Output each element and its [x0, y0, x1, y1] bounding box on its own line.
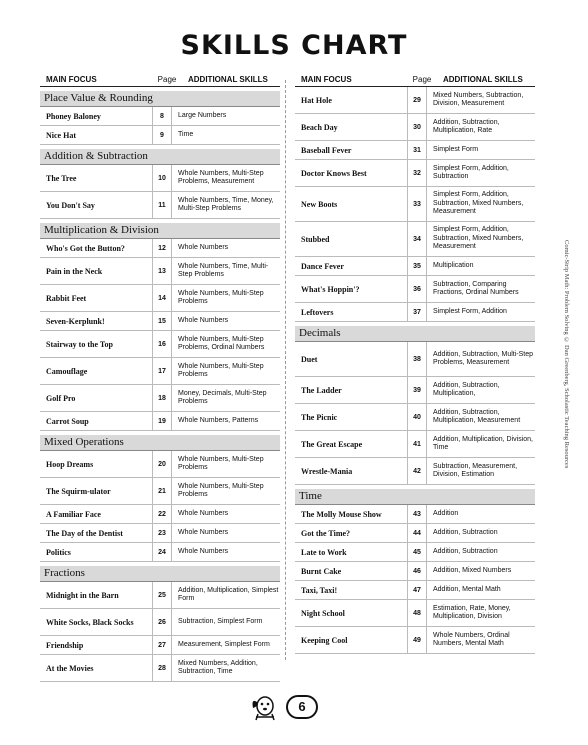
row-title: Leftovers	[301, 307, 334, 317]
table-row	[40, 165, 280, 192]
table-row	[295, 377, 535, 404]
row-title: Who's Got the Button?	[46, 243, 125, 253]
table-row	[40, 331, 280, 358]
table-row	[295, 458, 535, 485]
table-row	[295, 524, 535, 543]
row-title: At the Movies	[46, 663, 94, 673]
row-page: 36	[407, 276, 427, 302]
table-row	[40, 385, 280, 412]
row-title: Night School	[301, 608, 345, 618]
row-title: A Familiar Face	[46, 509, 101, 519]
row-title: Politics	[46, 547, 71, 557]
row-skills: Whole Numbers, Multi-Step Problems, Ordinal Numbers	[178, 335, 265, 351]
right-table	[295, 87, 535, 654]
column-header	[40, 70, 280, 87]
row-skills: Addition, Subtraction, Multiplication, Rate	[433, 118, 500, 134]
row-skills: Mixed Numbers, Addition, Subtraction, Time	[178, 659, 258, 675]
table-row	[295, 431, 535, 458]
header-main-focus: MAIN FOCUS	[301, 75, 352, 84]
row-title: White Socks, Black Socks	[46, 617, 134, 627]
table-row	[40, 285, 280, 312]
row-skills: Whole Numbers	[178, 509, 229, 517]
row-skills: Money, Decimals, Multi-Step Problems	[178, 389, 267, 405]
table-row	[40, 543, 280, 562]
row-title: Rabbit Feet	[46, 293, 87, 303]
row-page: 26	[152, 609, 172, 635]
table-row	[40, 609, 280, 636]
row-page: 38	[407, 342, 427, 376]
row-skills: Whole Numbers, Multi-Step Problems, Measurement	[178, 169, 264, 185]
row-page: 15	[152, 312, 172, 330]
row-title: Beach Day	[301, 122, 338, 132]
page-footer	[248, 692, 318, 722]
section-header: Mixed Operations	[40, 435, 280, 451]
row-title: Phoney Baloney	[46, 111, 101, 121]
table-row	[295, 222, 535, 257]
row-skills: Simplest Form, Addition, Subtraction	[433, 164, 509, 180]
row-page: 49	[407, 627, 427, 653]
row-page: 37	[407, 303, 427, 321]
row-skills: Whole Numbers, Time, Multi-Step Problems	[178, 262, 269, 278]
row-title: Seven-Kerplunk!	[46, 316, 105, 326]
table-row	[40, 358, 280, 385]
table-row	[295, 562, 535, 581]
row-skills: Whole Numbers, Multi-Step Problems	[178, 482, 264, 498]
row-page: 16	[152, 331, 172, 357]
row-page: 32	[407, 160, 427, 186]
header-additional: ADDITIONAL SKILLS	[188, 75, 268, 84]
table-row	[40, 412, 280, 431]
table-row	[295, 627, 535, 654]
row-skills: Simplest Form, Addition	[433, 307, 507, 315]
row-skills: Whole Numbers	[178, 547, 229, 555]
table-row	[40, 505, 280, 524]
row-page: 9	[152, 126, 172, 144]
row-skills: Addition, Multiplication, Division, Time	[433, 435, 533, 451]
column-header	[295, 70, 535, 87]
row-title: Baseball Fever	[301, 145, 352, 155]
table-row	[40, 655, 280, 682]
row-skills: Whole Numbers, Ordinal Numbers, Mental Math	[433, 631, 510, 647]
table-row	[40, 192, 280, 219]
row-page: 14	[152, 285, 172, 311]
row-skills: Addition, Subtraction, Multiplication,	[433, 381, 500, 397]
table-row	[40, 126, 280, 145]
row-title: Keeping Cool	[301, 635, 348, 645]
table-row	[295, 404, 535, 431]
row-title: Stairway to the Top	[46, 339, 113, 349]
row-page: 24	[152, 543, 172, 561]
row-page: 23	[152, 524, 172, 542]
row-page: 22	[152, 505, 172, 523]
row-skills: Addition, Subtraction, Multi-Step Problems, Measurement	[433, 350, 533, 366]
row-title: Stubbed	[301, 234, 330, 244]
row-title: Nice Hat	[46, 130, 76, 140]
row-page: 42	[407, 458, 427, 484]
row-page: 35	[407, 257, 427, 275]
row-skills: Time	[178, 130, 194, 138]
row-skills: Whole Numbers, Patterns	[178, 416, 259, 424]
table-row	[295, 581, 535, 600]
row-title: The Molly Mouse Show	[301, 509, 382, 519]
row-title: Pain in the Neck	[46, 266, 103, 276]
row-skills: Addition, Subtraction	[433, 528, 498, 536]
row-title: New Boots	[301, 199, 338, 209]
section-header: Time	[295, 489, 535, 505]
row-page: 39	[407, 377, 427, 403]
header-page: Page	[412, 75, 432, 84]
row-page: 10	[152, 165, 172, 191]
row-page: 21	[152, 478, 172, 504]
row-skills: Large Numbers	[178, 111, 227, 119]
table-row	[295, 114, 535, 141]
row-title: Got the Time?	[301, 528, 351, 538]
table-row	[295, 505, 535, 524]
section-header: Decimals	[295, 326, 535, 342]
row-page: 34	[407, 222, 427, 256]
row-skills: Subtraction, Measurement, Division, Estimation	[433, 462, 518, 478]
row-page: 28	[152, 655, 172, 681]
table-row	[295, 187, 535, 222]
row-page: 8	[152, 107, 172, 125]
row-title: Duet	[301, 354, 318, 364]
section-header: Fractions	[40, 566, 280, 582]
table-row	[40, 636, 280, 655]
row-skills: Addition, Mixed Numbers	[433, 566, 512, 574]
row-skills: Whole Numbers, Multi-Step Problems	[178, 362, 264, 378]
table-row	[40, 239, 280, 258]
row-page: 27	[152, 636, 172, 654]
row-page: 33	[407, 187, 427, 221]
row-page: 19	[152, 412, 172, 430]
section-header: Addition & Subtraction	[40, 149, 280, 165]
row-title: The Great Escape	[301, 439, 363, 449]
row-title: Dance Fever	[301, 261, 344, 271]
row-page: 47	[407, 581, 427, 599]
row-skills: Whole Numbers	[178, 243, 229, 251]
row-skills: Multiplication	[433, 261, 474, 269]
row-page: 20	[152, 451, 172, 477]
row-page: 18	[152, 385, 172, 411]
row-skills: Simplest Form, Addition, Subtraction, Mixed Numbers, Measurement	[433, 226, 524, 251]
row-page: 41	[407, 431, 427, 457]
row-title: You Don't Say	[46, 200, 95, 210]
row-skills: Simplest Form, Addition, Subtraction, Mixed Numbers, Measurement	[433, 191, 524, 216]
copyright-note: Comic-Strip Math: Problem Solving © Dan Greenberg, Scholastic Teaching Resources	[563, 240, 570, 469]
row-title: Burnt Cake	[301, 566, 342, 576]
row-skills: Whole Numbers	[178, 316, 229, 324]
row-title: Taxi, Taxi!	[301, 585, 338, 595]
table-row	[40, 312, 280, 331]
section-header: Multiplication & Division	[40, 223, 280, 239]
table-row	[295, 342, 535, 377]
row-title: Carrot Soup	[46, 416, 89, 426]
row-title: The Ladder	[301, 385, 342, 395]
column-divider	[285, 80, 286, 660]
row-skills: Addition, Subtraction	[433, 547, 498, 555]
row-page: 44	[407, 524, 427, 542]
table-row	[40, 478, 280, 505]
header-page: Page	[157, 75, 177, 84]
header-main-focus: MAIN FOCUS	[46, 75, 97, 84]
row-skills: Simplest Form	[433, 145, 479, 153]
left-table	[40, 91, 280, 682]
table-row	[40, 258, 280, 285]
row-title: The Squirm-ulator	[46, 486, 111, 496]
row-skills: Mixed Numbers, Subtraction, Division, Measurement	[433, 91, 524, 107]
row-title: What's Hoppin'?	[301, 284, 360, 294]
dog-mascot-icon	[248, 692, 282, 722]
right-column	[295, 70, 535, 654]
row-skills: Whole Numbers, Multi-Step Problems	[178, 289, 264, 305]
left-column	[40, 70, 280, 682]
row-skills: Subtraction, Comparing Fractions, Ordinal Numbers	[433, 280, 519, 296]
row-skills: Estimation, Rate, Money, Multiplication, Division	[433, 604, 511, 620]
row-page: 17	[152, 358, 172, 384]
row-title: Wrestle-Mania	[301, 466, 353, 476]
row-title: Hoop Dreams	[46, 459, 94, 469]
row-page: 40	[407, 404, 427, 430]
table-row	[295, 87, 535, 114]
row-page: 25	[152, 582, 172, 608]
table-row	[295, 303, 535, 322]
row-skills: Addition, Subtraction, Multiplication, Measurement	[433, 408, 521, 424]
row-skills: Addition, Mental Math	[433, 585, 501, 593]
page-title: SKILLS CHART	[180, 30, 408, 61]
row-skills: Measurement, Simplest Form	[178, 640, 270, 648]
table-row	[40, 107, 280, 126]
row-title: Friendship	[46, 640, 84, 650]
table-row	[295, 141, 535, 160]
table-row	[40, 524, 280, 543]
row-skills: Addition, Multiplication, Simplest Form	[178, 586, 279, 602]
row-title: The Tree	[46, 173, 77, 183]
row-page: 11	[152, 192, 172, 218]
page-number: 6	[286, 695, 318, 719]
row-page: 43	[407, 505, 427, 523]
section-header: Place Value & Rounding	[40, 91, 280, 107]
row-page: 12	[152, 239, 172, 257]
row-page: 13	[152, 258, 172, 284]
header-additional: ADDITIONAL SKILLS	[443, 75, 523, 84]
table-row	[295, 276, 535, 303]
row-skills: Whole Numbers, Multi-Step Problems	[178, 455, 264, 471]
row-page: 48	[407, 600, 427, 626]
row-title: Golf Pro	[46, 393, 76, 403]
row-skills: Addition	[433, 509, 459, 517]
table-row	[295, 257, 535, 276]
row-page: 29	[407, 87, 427, 113]
row-skills: Whole Numbers	[178, 528, 229, 536]
row-page: 45	[407, 543, 427, 561]
row-title: The Picnic	[301, 412, 338, 422]
row-title: Hat Hole	[301, 95, 332, 105]
row-title: Late to Work	[301, 547, 347, 557]
table-row	[295, 600, 535, 627]
row-skills: Whole Numbers, Time, Money, Multi-Step Problems	[178, 196, 274, 212]
table-row	[40, 451, 280, 478]
row-page: 31	[407, 141, 427, 159]
table-row	[40, 582, 280, 609]
row-title: The Day of the Dentist	[46, 528, 123, 538]
row-title: Camouflage	[46, 366, 88, 376]
row-page: 30	[407, 114, 427, 140]
row-page: 46	[407, 562, 427, 580]
row-title: Midnight in the Barn	[46, 590, 119, 600]
row-title: Doctor Knows Best	[301, 168, 367, 178]
row-skills: Subtraction, Simplest Form	[178, 617, 263, 625]
table-row	[295, 543, 535, 562]
table-row	[295, 160, 535, 187]
